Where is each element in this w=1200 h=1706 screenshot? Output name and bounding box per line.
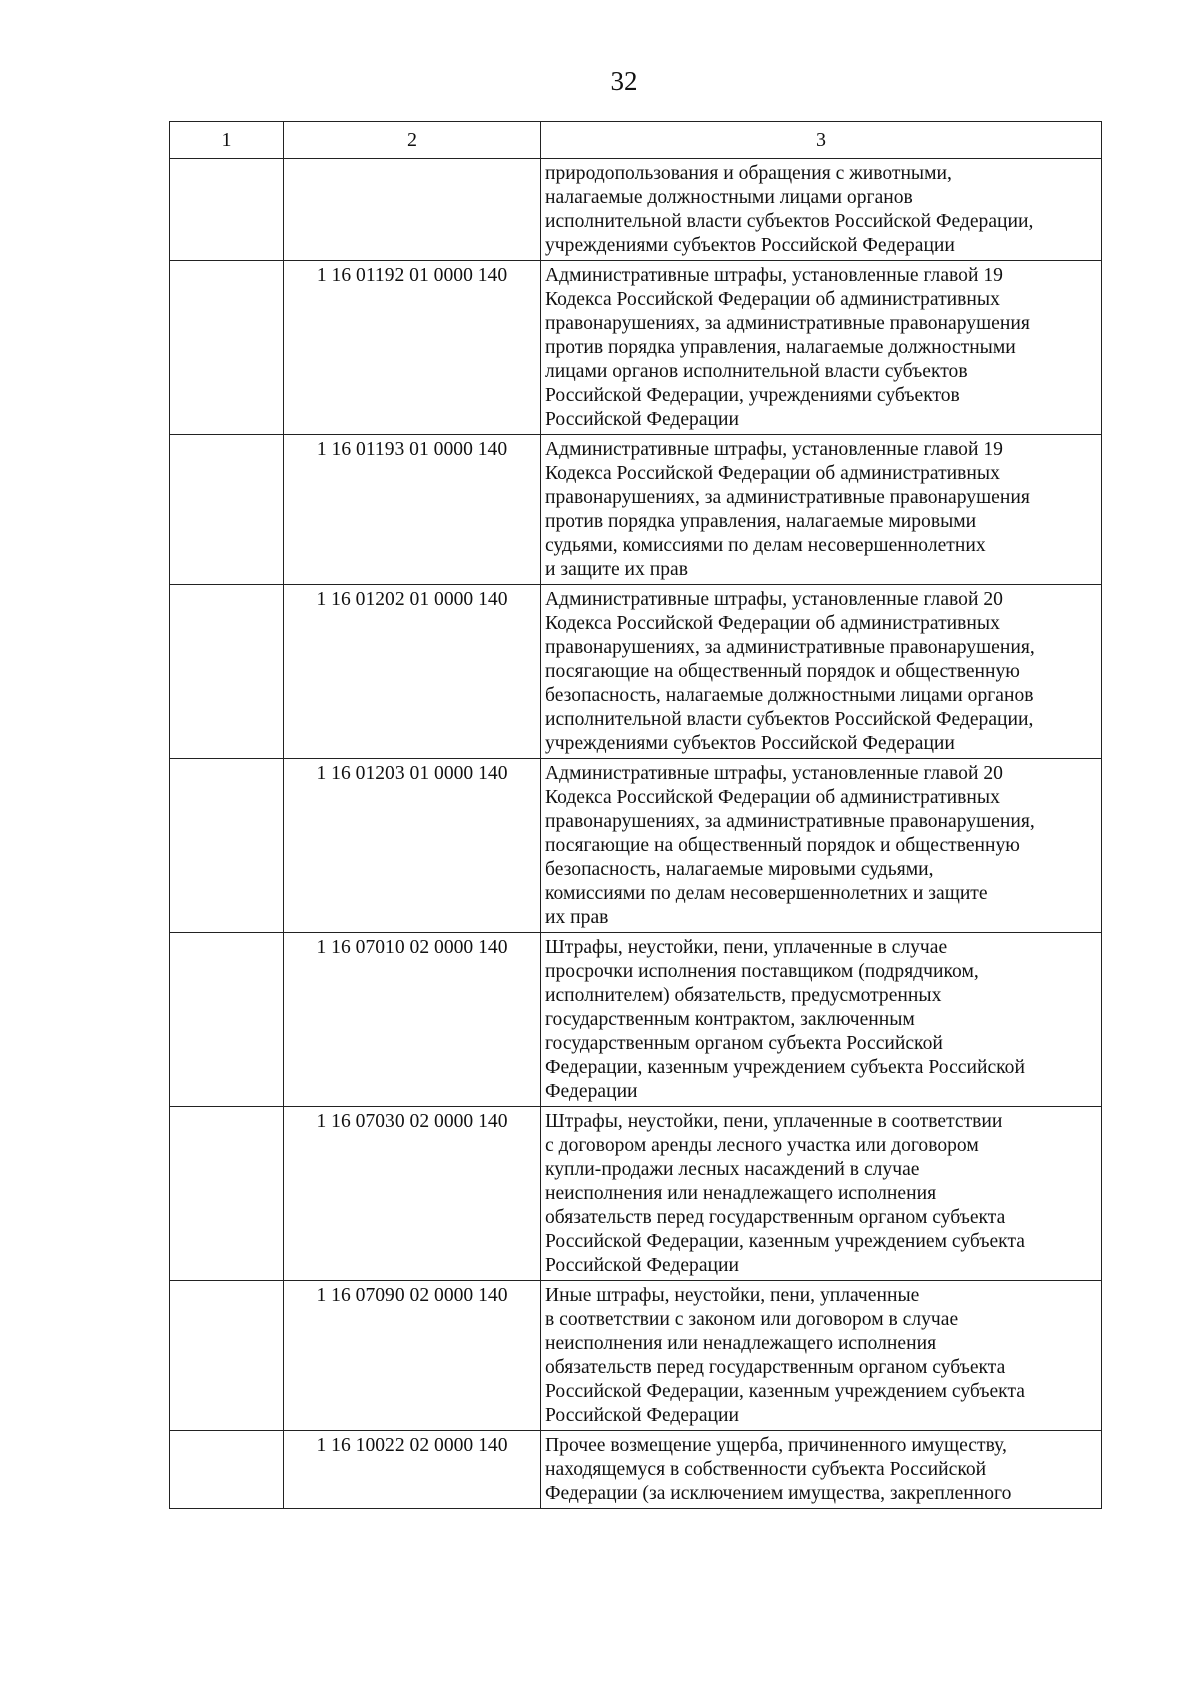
page-number: 32 [610,66,638,96]
description-line: неисполнения или ненадлежащего исполнения [545,1183,937,1204]
description-line: государственным контрактом, заключенным [545,1009,915,1030]
budget-code-cell: 1 16 10022 02 0000 140 [284,1431,541,1509]
budget-code-cell: 1 16 01192 01 0000 140 [284,261,541,435]
description-line: правонарушениях, за административные правонарушения, [545,637,1035,658]
description-line: против порядка управления, налагаемые мировыми [545,511,977,532]
row-number-cell [170,1281,284,1431]
description-line: Кодекса Российской Федерации об административных [545,613,1000,634]
description-line: исполнительной власти субъектов Российской Федерации, [545,211,1034,232]
description-line: правонарушениях, за административные правонарушения, [545,811,1035,832]
description-line: Штрафы, неустойки, пени, уплаченные в случае [545,937,948,958]
description-cell [541,261,1102,435]
table-row [170,1107,1102,1281]
description-line: Кодекса Российской Федерации об административных [545,289,1000,310]
description-line: Российской Федерации, казенным учреждением субъекта [545,1231,1025,1252]
description-line: Федерации (за исключением имущества, закрепленного [545,1483,1012,1504]
description-line: исполнителем) обязательств, предусмотренных [545,985,942,1006]
description-line: Федерации, казенным учреждением субъекта Российской [545,1057,1025,1078]
budget-code-cell: 1 16 01203 01 0000 140 [284,759,541,933]
budget-code-cell: 1 16 01202 01 0000 140 [284,585,541,759]
row-number-cell [170,585,284,759]
description-line: посягающие на общественный порядок и общественную [545,835,1020,856]
description-line: учреждениями субъектов Российской Федерации [545,235,955,256]
row-number-cell [170,933,284,1107]
description-line: Административные штрафы, установленные главой 20 [545,589,1003,610]
budget-code-cell: 1 16 07090 02 0000 140 [284,1281,541,1431]
row-number-cell [170,1107,284,1281]
description-line: Штрафы, неустойки, пени, уплаченные в соответствии [545,1111,1003,1132]
description-line: в соответствии с законом или договором в случае [545,1309,959,1330]
row-number-cell [170,435,284,585]
description-line: правонарушениях, за административные правонарушения [545,487,1030,508]
description-line: купли-продажи лесных насаждений в случае [545,1159,920,1180]
description-cell [541,759,1102,933]
row-number-cell [170,1431,284,1509]
description-line: Административные штрафы, установленные главой 19 [545,265,1003,286]
description-line: обязательств перед государственным органом субъекта [545,1207,1006,1228]
description-cell [541,1107,1102,1281]
description-cell [541,585,1102,759]
description-line: Иные штрафы, неустойки, пени, уплаченные [545,1285,920,1306]
description-line: Кодекса Российской Федерации об административных [545,463,1000,484]
description-line: лицами органов исполнительной власти субъектов [545,361,968,382]
description-cell [541,159,1102,261]
description-line: судьями, комиссиями по делам несовершеннолетних [545,535,986,556]
description-cell [541,435,1102,585]
description-line: Административные штрафы, установленные главой 19 [545,439,1003,460]
description-line: Российской Федерации [545,1405,739,1426]
table-header-row [170,122,1102,159]
description-line: Прочее возмещение ущерба, причиненного имуществу, [545,1435,1007,1456]
description-cell [541,933,1102,1107]
description-line: просрочки исполнения поставщиком (подрядчиком, [545,961,979,982]
table-row [170,585,1102,759]
description-line: с договором аренды лесного участка или договором [545,1135,979,1156]
description-line: учреждениями субъектов Российской Федерации [545,733,955,754]
budget-codes-table [169,121,1102,1509]
description-line: неисполнения или ненадлежащего исполнения [545,1333,937,1354]
description-line: природопользования и обращения с животными, [545,163,952,184]
description-line: Российской Федерации [545,1255,739,1276]
budget-code-cell: 1 16 07030 02 0000 140 [284,1107,541,1281]
row-number-cell [170,261,284,435]
table-row [170,759,1102,933]
description-line: комиссиями по делам несовершеннолетних и защите [545,883,988,904]
table-row [170,261,1102,435]
description-line: их прав [545,907,609,928]
column-header-1: 1 [170,122,284,159]
description-line: государственным органом субъекта Российской [545,1033,943,1054]
description-line: безопасность, налагаемые мировыми судьями, [545,859,934,880]
table-row [170,933,1102,1107]
description-line: налагаемые должностными лицами органов [545,187,913,208]
description-line: исполнительной власти субъектов Российской Федерации, [545,709,1034,730]
description-line: безопасность, налагаемые должностными лицами органов [545,685,1034,706]
column-header-3: 3 [541,122,1102,159]
table-row [170,435,1102,585]
description-line: против порядка управления, налагаемые должностными [545,337,1016,358]
table-row [170,159,1102,261]
budget-code-cell [284,159,541,261]
description-line: правонарушениях, за административные правонарушения [545,313,1030,334]
description-line: Федерации [545,1081,638,1102]
description-line: Российской Федерации, казенным учреждением субъекта [545,1381,1025,1402]
column-header-2: 2 [284,122,541,159]
description-line: Российской Федерации, учреждениями субъектов [545,385,960,406]
description-line: обязательств перед государственным органом субъекта [545,1357,1006,1378]
description-line: Российской Федерации [545,409,739,430]
budget-code-cell: 1 16 07010 02 0000 140 [284,933,541,1107]
row-number-cell [170,159,284,261]
description-cell [541,1281,1102,1431]
table-row [170,1431,1102,1509]
description-line: Административные штрафы, установленные главой 20 [545,763,1003,784]
description-line: Кодекса Российской Федерации об административных [545,787,1000,808]
row-number-cell [170,759,284,933]
description-line: и защите их прав [545,559,688,580]
budget-code-cell: 1 16 01193 01 0000 140 [284,435,541,585]
description-cell [541,1431,1102,1509]
description-line: находящемуся в собственности субъекта Российской [545,1459,987,1480]
description-line: посягающие на общественный порядок и общественную [545,661,1020,682]
table-row [170,1281,1102,1431]
